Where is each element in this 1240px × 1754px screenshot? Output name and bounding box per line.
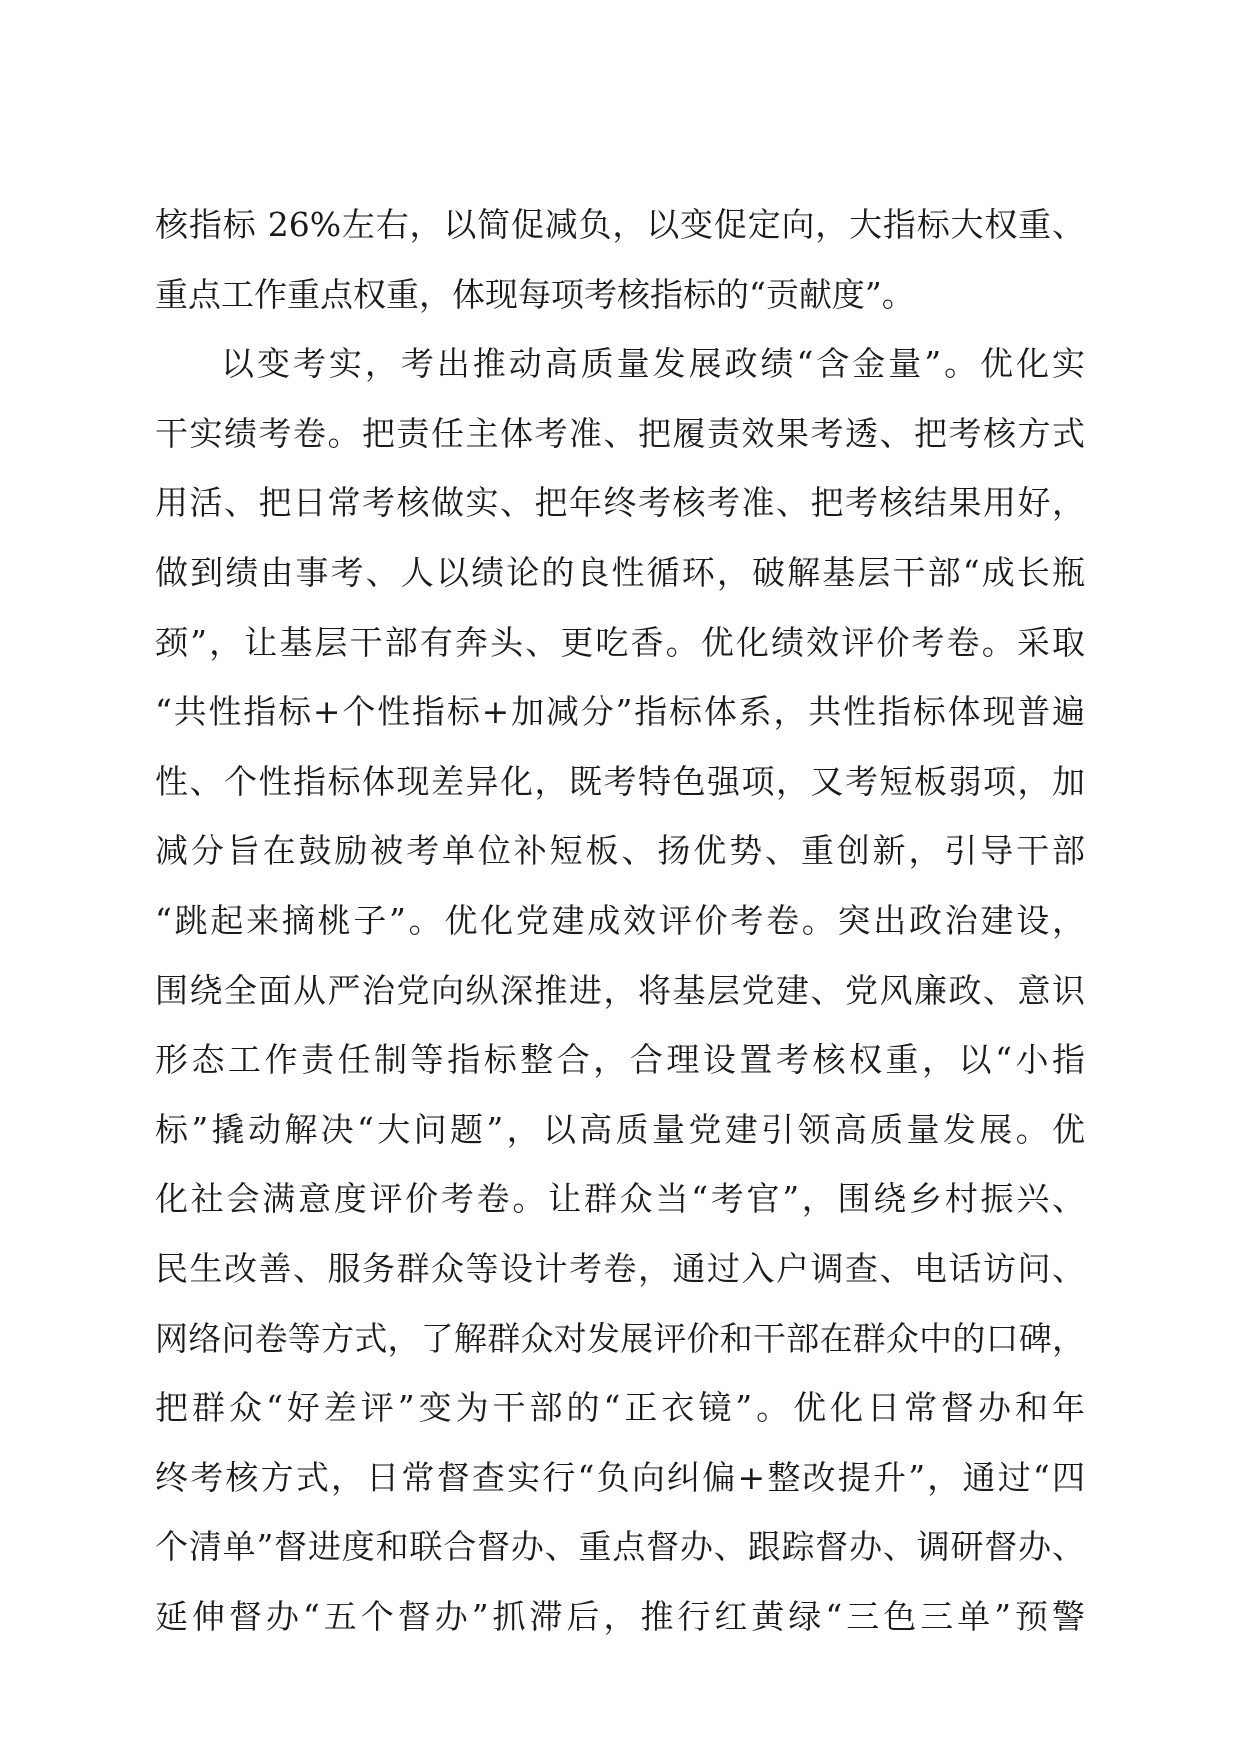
- text-line: 减分旨在鼓励被考单位补短板、扬优势、重创新，引导干部: [155, 831, 1085, 871]
- text-line: 终考核方式，日常督查实行“负向纠偏+整改提升”，通过“四: [155, 1457, 1085, 1497]
- text-line: 化社会满意度评价考卷。让群众当“考官”，围绕乡村振兴、: [155, 1179, 1085, 1219]
- body-text: [155, 190, 1085, 1651]
- text-line: 做到绩由事考、人以绩论的良性循环，破解基层干部“成长瓶: [155, 552, 1085, 592]
- text-line: 延伸督办“五个督办”抓滞后，推行红黄绿“三色三单”预警: [155, 1596, 1085, 1636]
- text-line: 民生改善、服务群众等设计考卷，通过入户调查、电话访问、: [155, 1248, 1085, 1288]
- text-line: 干实绩考卷。把责任主体考准、把履责效果考透、把考核方式: [155, 413, 1085, 453]
- text-line: 性、个性指标体现差异化，既考特色强项，又考短板弱项，加: [155, 761, 1085, 801]
- paragraph-start-line: 以变考实，考出推动高质量发展政绩“含金量”。优化实: [221, 344, 1085, 384]
- text-line: 围绕全面从严治党向纵深推进，将基层党建、党风廉政、意识: [155, 970, 1085, 1010]
- text-line: 重点工作重点权重，体现每项考核指标的“贡献度”。: [155, 274, 915, 314]
- text-line: 颈”，让基层干部有奔头、更吃香。优化绩效评价考卷。采取: [155, 622, 1085, 662]
- text-line: 用活、把日常考核做实、把年终考核考准、把考核结果用好，: [155, 483, 1085, 523]
- text-line: “共性指标+个性指标+加减分”指标体系，共性指标体现普遍: [155, 692, 1085, 732]
- text-line: 标”撬动解决“大问题”，以高质量党建引领高质量发展。优: [155, 1109, 1085, 1149]
- text-line: “跳起来摘桃子”。优化党建成效评价考卷。突出政治建设，: [155, 900, 1085, 940]
- text-line: 网络问卷等方式，了解群众对发展评价和干部在群众中的口碑，: [155, 1318, 1085, 1358]
- text-line: 核指标 26%左右，以简促减负，以变促定向，大指标大权重、: [155, 205, 1085, 244]
- text-line: 个清单”督进度和联合督办、重点督办、跟踪督办、调研督办、: [155, 1527, 1085, 1567]
- text-line: 形态工作责任制等指标整合，合理设置考核权重，以“小指: [155, 1040, 1085, 1080]
- text-line: 把群众“好差评”变为干部的“正衣镜”。优化日常督办和年: [155, 1388, 1085, 1428]
